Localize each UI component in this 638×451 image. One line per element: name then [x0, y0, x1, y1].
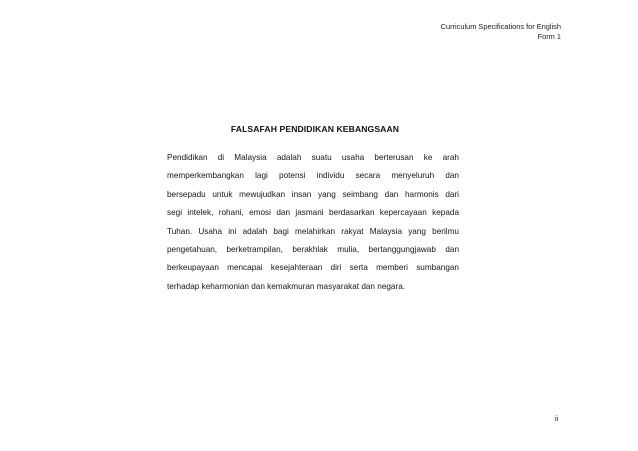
paragraph-line: Tuhan. Usaha ini adalah bagi melahirkan rakyat Malaysia yang berilmu: [167, 226, 459, 236]
paragraph-line: pengetahuan, berketrampilan, berakhlak mulia, bertanggungjawab dan: [167, 245, 459, 255]
paragraph-line: memperkembangkan lagi potensi individu secara menyeluruh dan: [167, 171, 459, 181]
paragraph-line: Pendidikan di Malaysia adalah suatu usaha berterusan ke arah: [167, 153, 459, 162]
page-number: ii: [555, 414, 559, 423]
paragraph-line: terhadap keharmonian dan kemakmuran masyarakat dan negara.: [167, 281, 406, 291]
paragraph-line: bersepadu untuk mewujudkan insan yang seimbang dan harmonis dari: [167, 189, 459, 199]
running-header-subject: Curriculum Specifications for English: [440, 22, 561, 31]
running-header: [301, 22, 561, 42]
paragraph-line: segi intelek, rohani, emosi dan jasmani berdasarkan kepercayaan kepada: [167, 208, 459, 218]
philosophy-paragraph: [167, 149, 459, 296]
page-title: FALSAFAH PENDIDIKAN KEBANGSAAN: [230, 124, 400, 134]
running-header-form: Form 1: [537, 32, 561, 41]
paragraph-line: berkeupayaan mencapai kesejahteraan diri serta memberi sumbangan: [167, 263, 459, 273]
